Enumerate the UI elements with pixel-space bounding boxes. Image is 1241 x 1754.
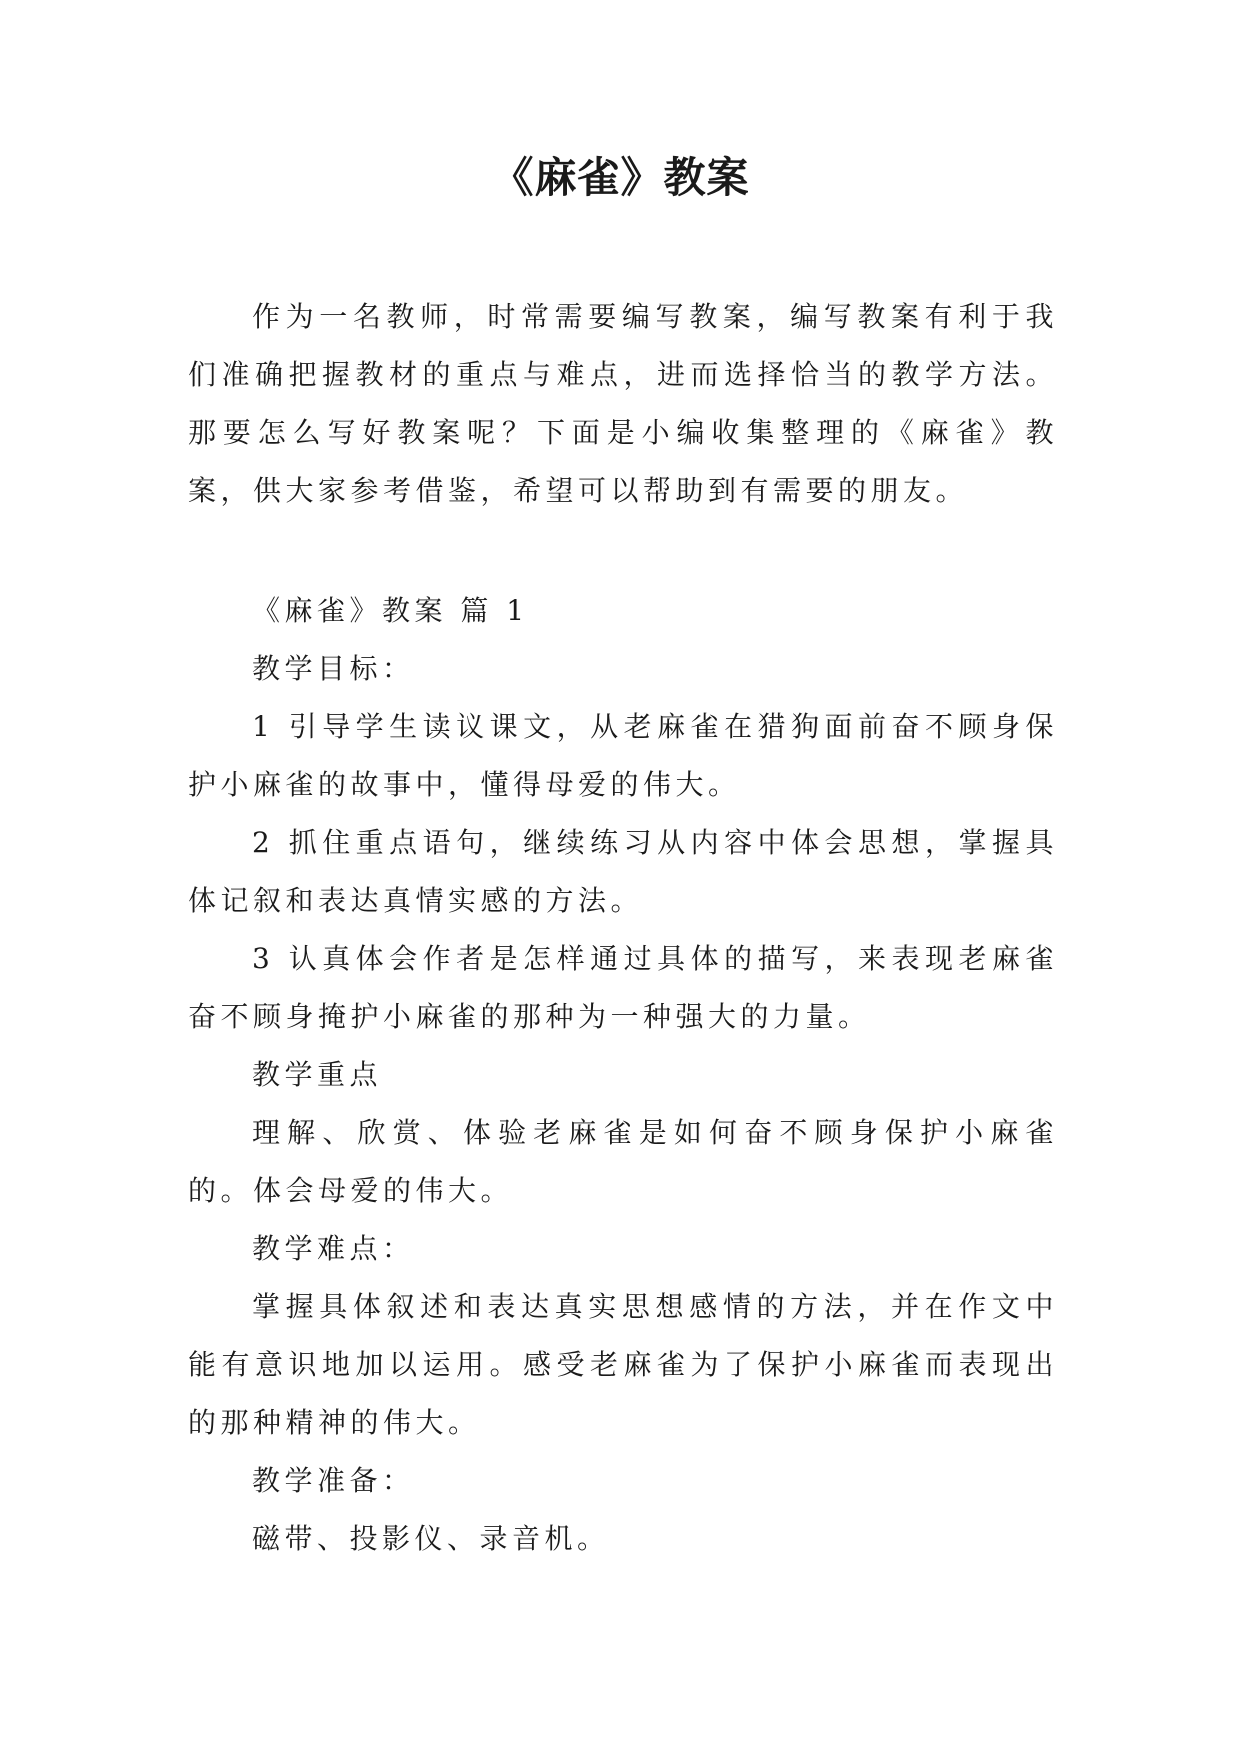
document-title: 《麻雀》教案 [491,153,750,202]
objective-1: 1 引导学生读议课文，从老麻雀在猎狗面前奋不顾身保护小麻雀的故事中，懂得母爱的伟大。 [188,710,1058,801]
key-points-heading: 教学重点 [252,1058,383,1091]
objective-2: 2 抓住重点语句，继续练习从内容中体会思想，掌握具体记叙和表达真情实感的方法。 [188,826,1058,917]
preparation-text: 磁带、投影仪、录音机。 [252,1522,610,1555]
objectives-heading: 教学目标： [252,652,415,685]
intro-paragraph: 作为一名教师，时常需要编写教案，编写教案有利于我们准确把握教材的重点与难点，进而选择恰当的教学方法。那要怎么写好教案呢？下面是小编收集整理的《麻雀》教案，供大家参考借鉴，希望可以帮助到有需要的朋友。 [188,300,1058,507]
difficulties-text: 掌握具体叙述和表达真实思想感情的方法，并在作文中能有意识地加以运用。感受老麻雀为了保护小麻雀而表现出的那种精神的伟大。 [188,1290,1058,1439]
objective-3: 3 认真体会作者是怎样通过具体的描写，来表现老麻雀奋不顾身掩护小麻雀的那种为一种强大的力量。 [188,942,1058,1033]
key-points-text: 理解、欣赏、体验老麻雀是如何奋不顾身保护小麻雀的。体会母爱的伟大。 [188,1116,1058,1207]
section-heading: 《麻雀》教案 篇 1 [252,594,529,627]
difficulties-heading: 教学难点： [252,1232,415,1265]
preparation-heading: 教学准备： [252,1464,415,1497]
